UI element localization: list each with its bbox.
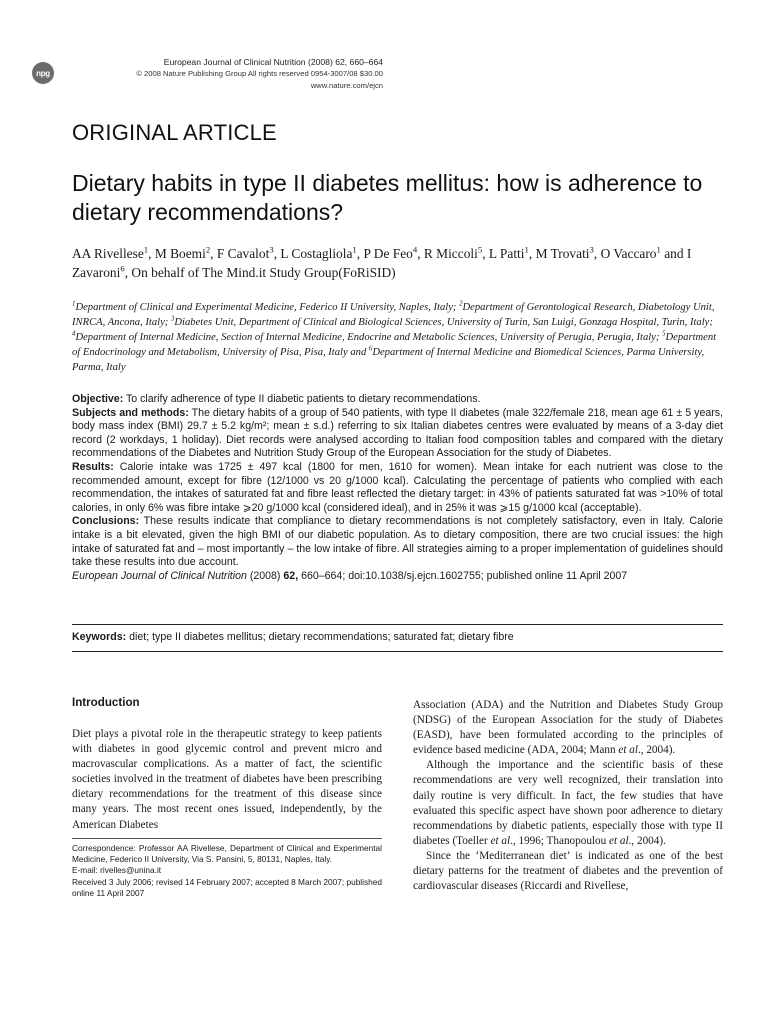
affiliation-2: $^2$Department of Gerontological Research, Diabetology Unit, INRCA, Ancona, Italy; — [72, 300, 715, 328]
author-1: AA Rivellese$^1$, — [72, 244, 155, 261]
keywords: Keywords: diet; type II diabetes mellitus; dietary recommendations; saturated fat; dietary fibre — [72, 631, 514, 643]
article-type: ORIGINAL ARTICLE — [72, 120, 277, 145]
affiliations — [72, 300, 722, 375]
author-4: L Costagliola$^1$, — [280, 244, 364, 261]
abstract-methods: Subjects and methods: The dietary habits of a group of 540 patients, with type II diabetes (male 322/female 218, mean age 61 ± 5 years, body mass index (BMI) 29.7 ± 5.2 kg/m²; mean ± s.d.) referring to six Italian diabetes centres were evaluated by means of a 3-day diet record (2 workdays, 1 holiday). Diet records were analysed according to Italian food composition tables and compared with the dietary recommendations of the Diabetes and Nutrition Study Group of the European Association for the study of Diabetes. — [72, 406, 723, 460]
author-8: M Trovati$^3$, — [535, 244, 601, 261]
journal-header — [136, 57, 383, 91]
author-group: On behalf of The Mind.it Study Group(FoRiSID) — [131, 265, 396, 280]
author-3: F Cavalot$^3$, — [216, 244, 281, 261]
copyright-line: © 2008 Nature Publishing Group All rights reserved 0954-3007/08 $30.00 — [136, 69, 383, 78]
intro-paragraph-1-cont: Association (ADA) and the Nutrition and Diabetes Study Group (NDSG) of the European Association for the study of Diabetes (EASD), have been formulated according to the principles of evidence based medicine (ADA, 2004; Mann et al., 2004). — [413, 699, 723, 757]
author-9: O Vaccaro$^1$ and — [600, 244, 687, 261]
footnote-rule — [72, 838, 382, 839]
keywords-bottom-rule — [72, 651, 723, 652]
keywords-top-rule — [72, 624, 723, 625]
article-title: Dietary habits in type II diabetes mellitus: how is adherence to dietary recommendations? — [72, 170, 703, 225]
affiliation-1: $^1$Department of Clinical and Experimental Medicine, Federico II University, Naples, Italy; — [72, 300, 460, 313]
intro-paragraph-3: Since the ‘Mediterranean diet’ is indicated as one of the best dietary patterns for the treatment of diabetes and the prevention of cardiovascular diseases (Riccardi and Rivellese, — [413, 849, 723, 893]
author-2: M Boemi$^2$, — [154, 244, 217, 261]
npg-logo: npg — [32, 62, 54, 84]
abstract — [72, 393, 723, 583]
affiliation-3: $^3$Diabetes Unit, Department of Clinical and Biological Sciences, University of Turin, San Luigi, Gonzaga Hospital, Turin, Italy; — [170, 315, 713, 328]
abstract-objective: Objective: To clarify adherence of type II diabetic patients to dietary recommendations. — [72, 393, 481, 405]
section-heading-introduction: Introduction — [72, 696, 140, 709]
abstract-results: Results: Calorie intake was 1725 ± 497 kcal (1800 for men, 1610 for women). Mean intake for each nutrient was close to the recommended amount, except for fibre (12/1000 vs 20 g/1000 kcal). Calculating the percentage of patients who complied with each recommendation, the intakes of saturated fat and fibre least reflected the dietary target: in 43% of patients saturated fat was >10% of total calories, in only 6% was fibre intake ⩾20 g/1000 kcal (considered ideal), and in 25% it was ⩾15 g/1000 kcal (acceptable). — [72, 460, 723, 514]
intro-paragraph-1: Diet plays a pivotal role in the therapeutic strategy to keep patients with diabetes in good glycemic control and prevent micro and macrovascular complications. As a matter of fact, the scientific societies involved in the treatment of diabetes have been prescribing dietary recommendations for the treatment of this disease since many years. The most recent ones issued, independently, by the American Diabetes — [72, 728, 382, 831]
intro-paragraph-2: Although the importance and the scientific basis of these recommendations are very well recognized, their translation into daily routine is very difficult. In fact, the few studies that have evaluated this specific aspect have shown poor adherence to dietary recommendations by diabetic patients, especially those with type II diabetes (Toeller et al., 1996; Thanopoulou et al., 2004). — [413, 759, 723, 847]
journal-citation-line: European Journal of Clinical Nutrition (2008) 62, 660–664 — [163, 57, 383, 67]
author-7: L Patti$^1$, — [488, 244, 536, 261]
correspondence-address: Correspondence: Professor AA Rivellese, Department of Clinical and Experimental Medicine, Federico II University, Via S. Pansini, 5, 80131, Naples, Italy. — [72, 843, 382, 865]
author-list — [72, 244, 722, 282]
received-dates: Received 3 July 2006; revised 14 February 2007; accepted 8 March 2007; published online 11 April 2007 — [72, 876, 382, 898]
affiliation-5: $^5$Department of Endocrinology and Metabolism, University of Pisa, Pisa, Italy and — [72, 330, 717, 358]
affiliation-4: $^4$Department of Internal Medicine, Section of Internal Medicine, Endocrine and Metabolic Sciences, University of Perugia, Perugia, Italy; — [72, 330, 663, 343]
author-5: P De Feo$^4$, — [363, 244, 424, 261]
correspondence-email[interactable]: E-mail: rivelles@unina.it — [72, 865, 162, 876]
author-10: I Zavaroni$^6$, — [72, 246, 692, 280]
correspondence-footnote — [72, 843, 382, 899]
author-6: R Miccoli$^5$, — [423, 244, 489, 261]
abstract-conclusions: Conclusions: These results indicate that compliance to dietary recommendations is not completely satisfactory, even in Italy. Calorie intake is a bit elevated, given the high BMI of our diabetic population. As to dietary composition, there are two crucial issues: the high intake of saturated fat and – most importantly – the low intake of fibre. All strategies aiming to a proper implementation of guidelines should take these results into due account. — [72, 515, 723, 569]
journal-url-link[interactable]: www.nature.com/ejcn — [310, 81, 383, 90]
abstract-citation: European Journal of Clinical Nutrition (2008) 62, 660–664; doi:10.1038/sj.ejcn.1602755; published online 11 April 2007 — [72, 569, 628, 582]
introduction-right-column — [413, 698, 723, 894]
introduction-left-column — [72, 727, 382, 833]
affiliation-6: $^6$Department of Internal Medicine and Biomedical Sciences, Parma University, Parma, Italy — [72, 345, 705, 373]
